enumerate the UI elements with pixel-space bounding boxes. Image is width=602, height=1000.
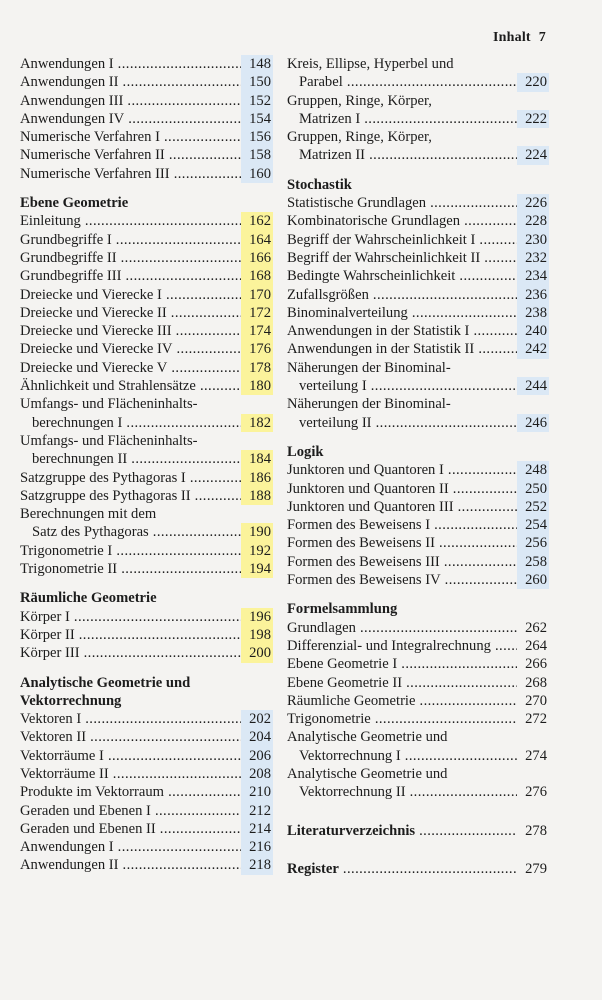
toc-entry-page: 272 xyxy=(525,711,547,728)
toc-entry-page: 174 xyxy=(241,322,273,340)
toc-entry-title: Junktoren und Quantoren II ..... xyxy=(287,480,517,498)
toc-entry-page: 224 xyxy=(517,146,549,164)
toc-entry-page: 244 xyxy=(517,377,549,395)
toc-entry-title: Grundbegriffe II ..... xyxy=(20,249,241,267)
toc-entry-title: Produkte im Vektorraum ..... xyxy=(20,783,241,801)
toc-entry-title-continued xyxy=(287,783,517,801)
toc-entry-title: Umfangs- und Flächeninhalts- xyxy=(20,396,198,413)
indent: Vektorrechnung I xyxy=(299,747,401,764)
toc-entry[interactable] xyxy=(20,728,273,746)
toc-entry-title: Anwendungen I ..... xyxy=(20,838,241,856)
toc-entry[interactable] xyxy=(287,359,549,396)
toc-entry-page: 202 xyxy=(241,710,273,728)
toc-entry[interactable] xyxy=(287,304,549,322)
toc-entry[interactable] xyxy=(20,432,273,469)
toc-entry-title: Formen des Beweisens II ..... xyxy=(287,534,517,552)
header-title: Inhalt xyxy=(493,30,531,45)
indent: verteilung II xyxy=(299,414,372,431)
toc-entry-title: Näherungen der Binominal- xyxy=(287,359,451,376)
toc-entry[interactable] xyxy=(20,505,273,542)
toc-entry[interactable] xyxy=(287,340,549,358)
running-header xyxy=(493,30,546,46)
toc-entry-page: 266 xyxy=(525,656,547,673)
toc-entry[interactable] xyxy=(20,110,273,128)
toc-entry-page: 278 xyxy=(525,822,547,839)
toc-entry-page: 230 xyxy=(517,231,549,249)
toc-section-heading xyxy=(20,194,273,212)
toc-entry-title: Statistische Grundlagen ..... xyxy=(287,194,517,212)
toc-entry-page: 186 xyxy=(241,469,273,487)
toc-entry[interactable] xyxy=(287,286,549,304)
toc-entry[interactable] xyxy=(20,820,273,838)
toc-entry-title: Einleitung ..... xyxy=(20,212,241,230)
toc-entry-title: Kombinatorische Grundlagen ..... xyxy=(287,212,517,230)
toc-entry-page: 212 xyxy=(241,802,273,820)
toc-entry-title: Formen des Beweisens I ..... xyxy=(287,516,517,534)
toc-entry-line xyxy=(287,765,549,783)
toc-entry[interactable] xyxy=(287,267,549,285)
toc-column-left xyxy=(20,55,273,875)
toc-entry[interactable] xyxy=(20,608,273,626)
toc-entry-title: Gruppen, Ringe, Körper, xyxy=(287,92,432,109)
toc-entry-page: 154 xyxy=(241,110,273,128)
toc-entry-page: 238 xyxy=(517,304,549,322)
toc-entry-page: 204 xyxy=(241,728,273,746)
section-heading-line: Vektorrechnung xyxy=(20,692,122,709)
toc-entry-page: 160 xyxy=(241,165,273,183)
toc-entry-page: 248 xyxy=(517,461,549,479)
toc-entry[interactable] xyxy=(287,55,549,92)
toc-entry-page: 180 xyxy=(241,377,273,395)
toc-entry-title: Begriff der Wahrscheinlichkeit I ..... xyxy=(287,231,517,249)
toc-entry[interactable] xyxy=(20,783,273,801)
toc-entry-title: Numerische Verfahren II ..... xyxy=(20,146,241,164)
toc-entry[interactable] xyxy=(287,822,549,840)
toc-entry[interactable] xyxy=(20,838,273,856)
toc-entry-title: Dreiecke und Vierecke IV ..... xyxy=(20,340,241,358)
toc-entry[interactable] xyxy=(287,655,549,673)
toc-entry-page: 262 xyxy=(525,619,547,636)
toc-entry-line xyxy=(287,783,549,801)
toc-entry[interactable] xyxy=(20,231,273,249)
toc-entry[interactable] xyxy=(20,395,273,432)
toc-entry-page: 232 xyxy=(517,249,549,267)
toc-entry-title-continued xyxy=(20,414,241,432)
toc-entry-title: Numerische Verfahren III ..... xyxy=(20,165,241,183)
toc-entry[interactable] xyxy=(287,553,549,571)
toc-entry-title: Körper III ..... xyxy=(20,644,241,662)
toc-entry-title: Anwendungen II ..... xyxy=(20,73,241,91)
toc-entry-title: Zufallsgrößen ..... xyxy=(287,286,517,304)
toc-entry-line xyxy=(20,450,273,468)
toc-entry-page: 182 xyxy=(241,414,273,432)
toc-entry-title-continued xyxy=(287,73,517,91)
toc-entry-title: Begriff der Wahrscheinlichkeit II ..... xyxy=(287,249,517,267)
toc-entry-page: 148 xyxy=(241,55,273,73)
toc-entry-line xyxy=(287,110,549,128)
toc-entry-page: 240 xyxy=(517,322,549,340)
toc-section-heading xyxy=(287,600,549,618)
toc-entry[interactable] xyxy=(287,765,549,802)
toc-entry-page: 200 xyxy=(241,644,273,662)
toc-entry-page: 152 xyxy=(241,92,273,110)
toc-entry-title: Dreiecke und Vierecke V ..... xyxy=(20,359,241,377)
toc-entry-line xyxy=(287,92,549,110)
toc-entry-title-continued xyxy=(287,146,517,164)
toc-entry[interactable] xyxy=(287,728,549,765)
indent: Matrizen II xyxy=(299,147,366,164)
toc-entry-title: Ähnlichkeit und Strahlensätze ..... xyxy=(20,377,241,395)
toc-entry[interactable] xyxy=(20,128,273,146)
indent: Matrizen I xyxy=(299,110,361,127)
toc-entry-title: Näherungen der Binominal- xyxy=(287,396,451,413)
toc-entry[interactable] xyxy=(20,560,273,578)
indent: Parabel xyxy=(299,74,343,91)
toc-entry[interactable] xyxy=(20,802,273,820)
toc-entry-title: Satzgruppe des Pythagoras II ..... xyxy=(20,487,241,505)
toc-column-right xyxy=(287,55,549,878)
toc-entry[interactable] xyxy=(20,644,273,662)
toc-entry-page: 162 xyxy=(241,212,273,230)
toc-entry-title: Geraden und Ebenen II ..... xyxy=(20,820,241,838)
section-heading-line: Stochastik xyxy=(287,176,352,193)
toc-entry-title: Dreiecke und Vierecke III ..... xyxy=(20,322,241,340)
toc-entry[interactable] xyxy=(287,194,549,212)
toc-entry-page: 264 xyxy=(525,637,547,654)
toc-entry-page: 176 xyxy=(241,340,273,358)
toc-entry[interactable] xyxy=(287,212,549,230)
toc-entry-page: 168 xyxy=(241,267,273,285)
toc-entry-page: 150 xyxy=(241,73,273,91)
toc-entry-line xyxy=(287,377,549,395)
toc-entry[interactable] xyxy=(20,146,273,164)
toc-entry[interactable] xyxy=(287,516,549,534)
toc-entry-page: 216 xyxy=(241,838,273,856)
toc-entry[interactable] xyxy=(287,249,549,267)
section-heading-line: Analytische Geometrie und xyxy=(20,674,191,691)
toc-entry[interactable] xyxy=(20,304,273,322)
toc-entry-page: 274 xyxy=(525,747,547,764)
toc-entry[interactable] xyxy=(20,286,273,304)
toc-entry-page: 226 xyxy=(517,194,549,212)
toc-entry-line xyxy=(287,146,549,164)
toc-entry[interactable] xyxy=(287,619,549,637)
toc-entry-line xyxy=(287,73,549,91)
toc-entry-title-continued xyxy=(287,414,517,432)
toc-entry-page: 190 xyxy=(241,523,273,541)
toc-entry-page: 210 xyxy=(241,783,273,801)
toc-entry[interactable] xyxy=(20,765,273,783)
toc-entry-line xyxy=(20,414,273,432)
section-heading-line: Logik xyxy=(287,443,324,460)
toc-entry-page: 166 xyxy=(241,249,273,267)
toc-entry-title: Formen des Beweisens IV ..... xyxy=(287,571,517,589)
toc-entry-title: Anwendungen in der Statistik I ..... xyxy=(287,322,517,340)
toc-entry-line xyxy=(20,505,273,523)
toc-entry-page: 218 xyxy=(241,856,273,874)
toc-entry-page: 170 xyxy=(241,286,273,304)
toc-entry[interactable] xyxy=(20,92,273,110)
toc-entry-title: Anwendungen III ..... xyxy=(20,92,241,110)
toc-entry-page: 208 xyxy=(241,765,273,783)
toc-entry-title: Binominalverteilung ..... xyxy=(287,304,517,322)
toc-entry-title: Umfangs- und Flächeninhalts- xyxy=(20,432,198,449)
toc-entry[interactable] xyxy=(20,340,273,358)
indent: verteilung I xyxy=(299,378,367,395)
toc-entry[interactable] xyxy=(287,498,549,516)
toc-entry-page: 256 xyxy=(517,534,549,552)
toc-entry-page: 234 xyxy=(517,267,549,285)
toc-section-heading xyxy=(287,443,549,461)
toc-entry-page: 198 xyxy=(241,626,273,644)
toc-entry-title: Grundbegriffe III ..... xyxy=(20,267,241,285)
toc-entry-page: 228 xyxy=(517,212,549,230)
toc-entry-line xyxy=(287,728,549,746)
toc-spacer xyxy=(287,840,549,860)
toc-entry-line xyxy=(20,523,273,541)
toc-entry-line xyxy=(287,747,549,765)
toc-entry-page: 156 xyxy=(241,128,273,146)
indent: berechnungen I xyxy=(32,414,123,431)
toc-entry-title-continued xyxy=(20,523,241,541)
toc-entry-title-continued xyxy=(20,450,241,468)
toc-entry-title: Körper II ..... xyxy=(20,626,241,644)
toc-entry-title: Vektorräume I ..... xyxy=(20,747,241,765)
toc-entry-page: 206 xyxy=(241,747,273,765)
toc-entry-page: 194 xyxy=(241,560,273,578)
toc-entry-title: Dreiecke und Vierecke I ..... xyxy=(20,286,241,304)
toc-entry-title: Kreis, Ellipse, Hyperbel und xyxy=(287,56,454,72)
toc-entry-page: 172 xyxy=(241,304,273,322)
toc-entry[interactable] xyxy=(20,747,273,765)
toc-entry-title: Vektoren I ..... xyxy=(20,710,241,728)
toc-entry-title: Körper I ..... xyxy=(20,608,241,626)
toc-entry-title: Räumliche Geometrie ..... xyxy=(287,692,517,710)
toc-entry-line xyxy=(287,128,549,146)
toc-entry-title: Anwendungen IV ..... xyxy=(20,110,241,128)
indent: berechnungen II xyxy=(32,451,128,468)
toc-entry-title: Trigonometrie II ..... xyxy=(20,560,241,578)
toc-entry[interactable] xyxy=(20,267,273,285)
toc-entry-line xyxy=(287,359,549,377)
toc-entry[interactable] xyxy=(287,461,549,479)
toc-entry[interactable] xyxy=(287,637,549,655)
toc-entry-page: 220 xyxy=(517,73,549,91)
toc-entry[interactable] xyxy=(20,377,273,395)
toc-entry-page: 184 xyxy=(241,450,273,468)
toc-entry-title: Differenzial- und Integralrechnung ..... xyxy=(287,637,517,655)
toc-entry-title: Satzgruppe des Pythagoras I ..... xyxy=(20,469,241,487)
header-page-number: 7 xyxy=(538,30,546,45)
section-heading-line: Räumliche Geometrie xyxy=(20,590,157,607)
toc-entry-page: 279 xyxy=(525,860,547,877)
toc-entry[interactable] xyxy=(287,674,549,692)
toc-entry-title: Anwendungen in der Statistik II ..... xyxy=(287,340,517,358)
toc-entry[interactable] xyxy=(287,395,549,432)
indent: Vektorrechnung II xyxy=(299,784,406,801)
toc-entry[interactable] xyxy=(20,165,273,183)
toc-entry-page: 196 xyxy=(241,608,273,626)
toc-entry[interactable] xyxy=(20,73,273,91)
toc-entry-title: Dreiecke und Vierecke II ..... xyxy=(20,304,241,322)
toc-entry[interactable] xyxy=(287,860,549,878)
toc-entry-title: Geraden und Ebenen I ..... xyxy=(20,802,241,820)
toc-entry-page: 258 xyxy=(517,553,549,571)
toc-entry-title: Vektorräume II ..... xyxy=(20,765,241,783)
toc-entry-line xyxy=(20,432,273,450)
toc-entry[interactable] xyxy=(20,469,273,487)
toc-entry-title: Analytische Geometrie und xyxy=(287,765,448,782)
toc-entry[interactable] xyxy=(287,231,549,249)
toc-spacer xyxy=(287,802,549,822)
toc-entry-page: 188 xyxy=(241,487,273,505)
toc-entry[interactable] xyxy=(287,534,549,552)
toc-entry-page: 260 xyxy=(517,571,549,589)
toc-entry[interactable] xyxy=(20,542,273,560)
toc-entry-line xyxy=(20,395,273,413)
toc-entry-line xyxy=(287,395,549,413)
toc-entry[interactable] xyxy=(287,480,549,498)
toc-entry-title-continued xyxy=(287,110,517,128)
toc-entry-title-continued xyxy=(287,377,517,395)
toc-entry[interactable] xyxy=(20,487,273,505)
toc-entry[interactable] xyxy=(20,856,273,874)
toc-entry-title: Register ..... xyxy=(287,860,517,878)
toc-entry[interactable] xyxy=(287,322,549,340)
toc-entry-page: 164 xyxy=(241,231,273,249)
indent: Satz des Pythagoras xyxy=(32,524,149,541)
toc-entry-title: Trigonometrie ..... xyxy=(287,710,517,728)
toc-entry-title: Bedingte Wahrscheinlichkeit ..... xyxy=(287,267,517,285)
toc-entry-title: Gruppen, Ringe, Körper, xyxy=(287,129,432,146)
toc-section-heading xyxy=(287,176,549,194)
toc-entry[interactable] xyxy=(287,128,549,165)
toc-entry-page: 246 xyxy=(517,414,549,432)
toc-entry[interactable] xyxy=(287,92,549,129)
toc-entry-line xyxy=(287,55,549,73)
toc-entry[interactable] xyxy=(20,249,273,267)
toc-entry-title-continued xyxy=(287,747,517,765)
toc-entry-title: Grundlagen ..... xyxy=(287,619,517,637)
toc-entry-title: Formen des Beweisens III ..... xyxy=(287,553,517,571)
toc-entry-page: 252 xyxy=(517,498,549,516)
toc-entry-page: 236 xyxy=(517,286,549,304)
toc-entry[interactable] xyxy=(20,212,273,230)
toc-entry[interactable] xyxy=(287,710,549,728)
toc-entry-title: Anwendungen I ..... xyxy=(20,55,241,73)
toc-entry[interactable] xyxy=(20,359,273,377)
toc-entry-page: 270 xyxy=(525,692,547,709)
toc-entry-page: 254 xyxy=(517,516,549,534)
section-heading-line: Ebene Geometrie xyxy=(20,195,129,212)
toc-entry-title: Junktoren und Quantoren III ..... xyxy=(287,498,517,516)
section-heading-line: Formelsammlung xyxy=(287,601,398,618)
toc-entry-page: 192 xyxy=(241,542,273,560)
toc-entry-page: 214 xyxy=(241,820,273,838)
toc-entry[interactable] xyxy=(20,626,273,644)
toc-section-heading xyxy=(20,589,273,607)
toc-entry-page: 222 xyxy=(517,110,549,128)
toc-entry-title: Analytische Geometrie und xyxy=(287,729,448,746)
toc-entry[interactable] xyxy=(20,322,273,340)
toc-entry-title: Berechnungen mit dem xyxy=(20,506,157,523)
toc-entry[interactable] xyxy=(20,710,273,728)
toc-entry-page: 158 xyxy=(241,146,273,164)
toc-entry-title: Junktoren und Quantoren I ..... xyxy=(287,461,517,479)
toc-entry-title: Anwendungen II ..... xyxy=(20,856,241,874)
toc-entry-title: Numerische Verfahren I ..... xyxy=(20,128,241,146)
toc-entry-page: 178 xyxy=(241,359,273,377)
toc-entry-title: Literaturverzeichnis ..... xyxy=(287,822,517,840)
toc-entry-title: Grundbegriffe I ..... xyxy=(20,231,241,249)
toc-entry-line xyxy=(287,414,549,432)
toc-section-heading xyxy=(20,674,273,711)
toc-entry[interactable] xyxy=(287,571,549,589)
toc-entry-page: 276 xyxy=(525,784,547,801)
toc-entry-title: Vektoren II ..... xyxy=(20,728,241,746)
toc-entry-page: 242 xyxy=(517,340,549,358)
toc-entry-title: Trigonometrie I ..... xyxy=(20,542,241,560)
toc-entry-page: 250 xyxy=(517,480,549,498)
toc-entry[interactable] xyxy=(287,692,549,710)
toc-entry[interactable] xyxy=(20,55,273,73)
toc-entry-page: 268 xyxy=(525,674,547,691)
toc-entry-title: Ebene Geometrie II ..... xyxy=(287,674,517,692)
toc-entry-title: Ebene Geometrie I ..... xyxy=(287,655,517,673)
